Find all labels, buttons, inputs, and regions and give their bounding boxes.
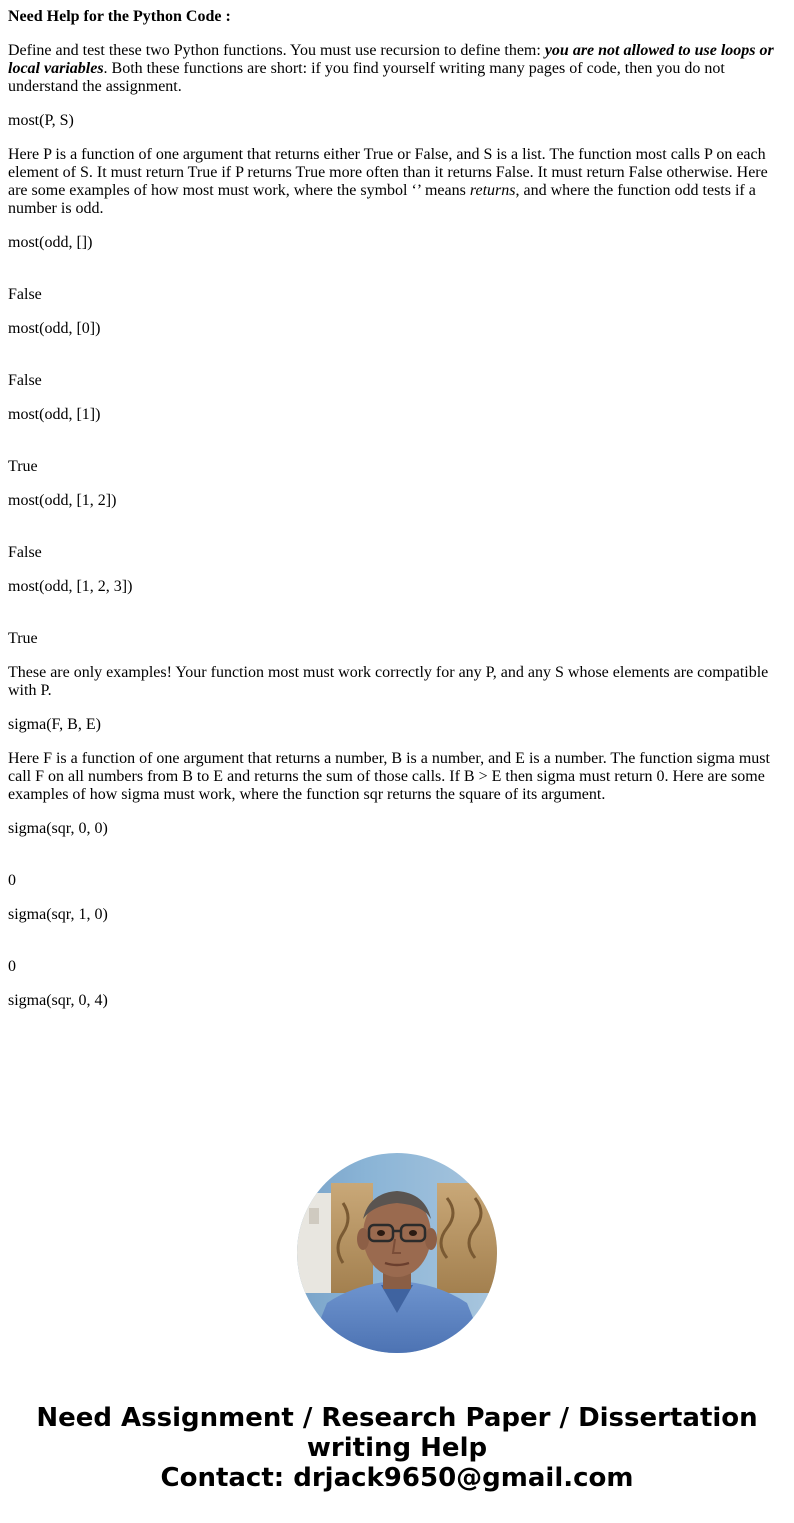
example-call: most(odd, [1]) — [8, 406, 101, 423]
example-result: 0 — [8, 872, 16, 889]
example-result: 0 — [8, 958, 16, 975]
example-result: False — [8, 544, 42, 561]
author-avatar — [297, 1153, 497, 1353]
most-description: Here P is a function of one argument that returns either True or False, and S is a list. The function most calls P on each element of S. It must return True if P returns True more often than it returns False. It must return False otherwise. Here are some examples of how most must work, where the symbol ‘’ means returns, and where the function odd tests if a number is odd. — [8, 146, 768, 217]
example-call: most(odd, []) — [8, 234, 93, 251]
most-signature: most(P, S) — [8, 112, 74, 129]
sigma-description: Here F is a function of one argument that returns a number, B is a number, and E is a number. The function sigma must call F on all numbers from B to E and returns the sum of those calls. If B > E then sigma must return 0. Here are some examples of how sigma must work, where the function sqr returns the square of its argument. — [8, 750, 770, 803]
example-result: False — [8, 286, 42, 303]
example-result: False — [8, 372, 42, 389]
example-call: sigma(sqr, 1, 0) — [8, 906, 108, 923]
banner-line-2: writing Help — [306, 1433, 488, 1463]
document-body — [8, 8, 786, 1026]
example-result: True — [8, 630, 38, 647]
avatar-photo — [297, 1153, 497, 1353]
banner-line-1: Need Assignment / Research Paper / Dissertation — [36, 1403, 758, 1433]
contact-email: Contact: drjack9650@gmail.com — [160, 1463, 634, 1493]
example-call: sigma(sqr, 0, 0) — [8, 820, 108, 837]
example-call: most(odd, [1, 2]) — [8, 492, 117, 509]
example-call: most(odd, [1, 2, 3]) — [8, 578, 133, 595]
most-note: These are only examples! Your function most must work correctly for any P, and any S whose elements are compatible with P. — [8, 664, 769, 699]
example-call: most(odd, [0]) — [8, 320, 101, 337]
sigma-signature: sigma(F, B, E) — [8, 716, 101, 733]
example-result: True — [8, 458, 38, 475]
example-call: sigma(sqr, 0, 4) — [8, 992, 108, 1009]
contact-banner — [0, 1403, 794, 1493]
page-heading: Need Help for the Python Code : — [8, 8, 231, 25]
intro-paragraph: Define and test these two Python functions. You must use recursion to define them: you are not allowed to use loops or local variables. Both these functions are short: if you find yourself writing many pages of code, then you do not understand the assignment. — [8, 42, 774, 95]
